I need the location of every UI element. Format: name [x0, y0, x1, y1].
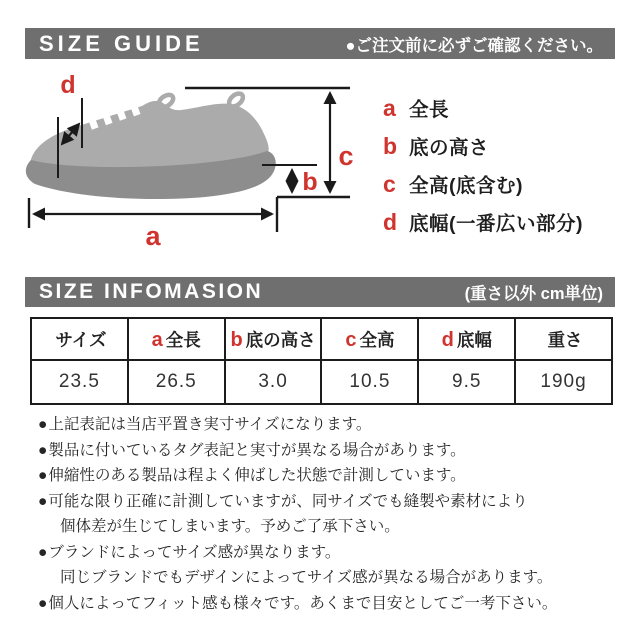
note-item: ●上記表記は当店平置き実寸サイズになります。 [38, 416, 372, 433]
measure-label-c: c [338, 141, 354, 171]
cell-size: 23.5 [31, 360, 128, 404]
col-header-size: サイズ [31, 318, 128, 360]
bullet-icon: ● [38, 467, 48, 484]
col-header-b-sole-height: b 底の高さ [225, 318, 322, 360]
legend-item-d [383, 203, 583, 241]
bullet-icon: ● [38, 492, 48, 510]
size-information-header-bar [25, 277, 615, 307]
legend-label-a: 全長 [409, 99, 450, 121]
size-guide-title: SIZE GUIDE [39, 30, 204, 56]
size-table-row [31, 360, 612, 404]
unit-note: (重さ以外 cm単位) [464, 285, 603, 303]
size-table [30, 317, 613, 405]
size-guide-header-bar [25, 28, 615, 59]
note-item-continuation: 同じブランドでもデザインによってサイズ感が異なる場合があります。 [60, 569, 553, 586]
legend-key-c: c [383, 170, 396, 197]
notes-list [38, 412, 623, 616]
legend-label-b: 底の高さ [409, 137, 490, 159]
legend-key-a: a [383, 94, 396, 121]
bullet-icon: ● [38, 543, 48, 561]
bullet-icon: ● [38, 594, 48, 612]
note-item-continuation: 個体差が生じてしまいます。予めご了承下さい。 [60, 518, 400, 535]
legend-label-d: 底幅(一番広い部分) [409, 213, 583, 235]
cell-length: 26.5 [128, 360, 225, 404]
col-header-a-length: a 全長 [128, 318, 225, 360]
order-confirmation-notice: ●ご注文前に必ずご確認ください。 [345, 36, 603, 55]
legend-key-d: d [383, 208, 398, 235]
note-item: ●ブランドによってサイズ感が異なります。 [38, 543, 341, 561]
col-header-weight: 重さ [515, 318, 612, 360]
col-header-c-total-height: c 全高 [321, 318, 418, 360]
measurement-legend [383, 89, 583, 241]
size-table-header-row [31, 318, 612, 360]
cell-sole-height: 3.0 [225, 360, 322, 404]
measure-label-d: d [60, 72, 76, 99]
note-item: ●製品に付いているタグ表記と実寸が異なる場合があります。 [38, 441, 466, 459]
note-item: ●伸縮性のある製品は程よく伸ばした状態で計測しています。 [38, 467, 466, 484]
bullet-icon: ● [38, 441, 48, 459]
note-item: ●可能な限り正確に計測していますが、同サイズでも縫製や素材により [38, 492, 528, 510]
measure-label-b: b [302, 168, 318, 196]
cell-total-height: 10.5 [321, 360, 418, 404]
shoe-heel-loop [227, 91, 246, 109]
size-information-title: SIZE INFOMASION [39, 280, 264, 303]
cell-sole-width: 9.5 [418, 360, 515, 404]
shoe-measurement-diagram [20, 72, 370, 267]
legend-item-b [383, 127, 583, 165]
legend-item-a [383, 89, 583, 127]
legend-key-b: b [383, 132, 398, 159]
shoe-tongue-loop [157, 92, 176, 109]
col-header-d-sole-width: d 底幅 [418, 318, 515, 360]
cell-weight: 190g [515, 360, 612, 404]
legend-item-c [383, 165, 583, 203]
shoe-illustration [26, 91, 276, 199]
measure-label-a: a [145, 221, 161, 251]
bullet-icon: ● [38, 416, 48, 433]
legend-label-c: 全高(底含む) [409, 175, 523, 197]
note-item: ●個人によってフィット感も様々です。あくまで目安としてご一考下さい。 [38, 594, 558, 612]
